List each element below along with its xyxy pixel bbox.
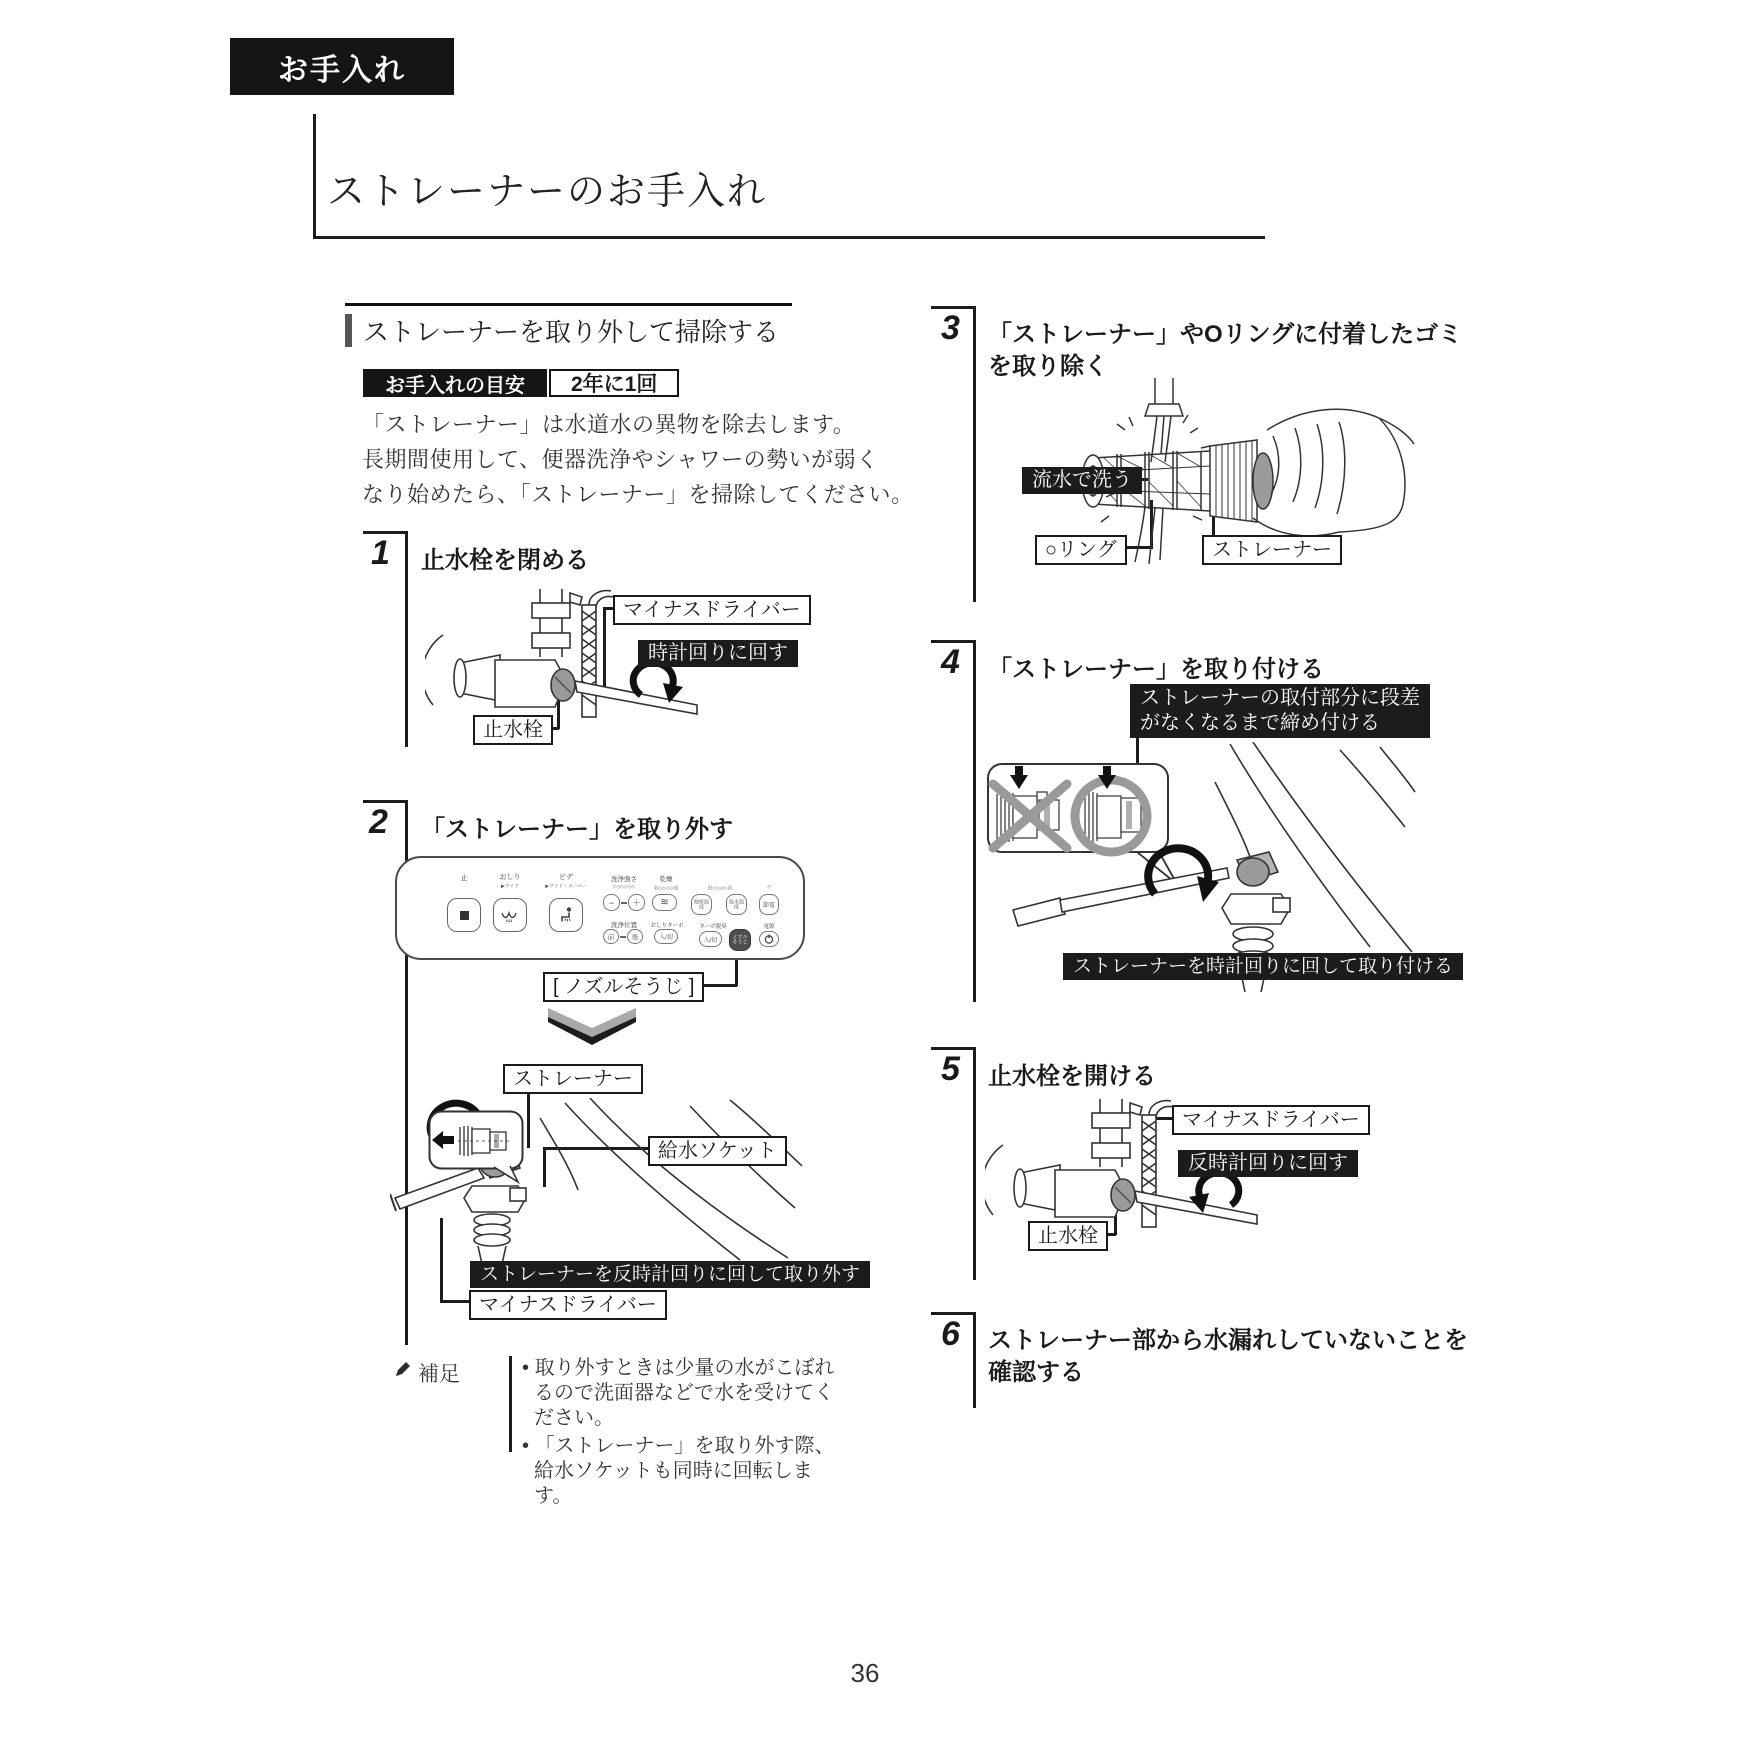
remote-control-illustration: [395, 856, 805, 960]
intro-text-line: 「ストレーナー」は水道水の異物を除去します。: [362, 412, 856, 437]
page-number: 36: [850, 1658, 880, 1688]
step-number: 6: [941, 1315, 960, 1353]
banner-line: ストレーナーの取付部分に段差: [1140, 687, 1420, 709]
stop-square-icon: [460, 911, 469, 920]
step-number: 5: [941, 1050, 960, 1088]
bidet-person-icon: [556, 905, 576, 925]
maintenance-guideline-badge: お手入れの目安: [363, 369, 547, 397]
dryer-label: 乾燥: [659, 876, 673, 883]
step-number: 1: [371, 534, 390, 572]
flathead-screwdriver-label: マイナスドライバー: [1172, 1105, 1370, 1135]
step-title: 「ストレーナー」を取り付ける: [988, 656, 1324, 683]
step-title: 確認する: [988, 1359, 1084, 1386]
maintenance-interval: 2年に1回: [549, 369, 679, 397]
toilet-body-curves: [540, 1098, 802, 1260]
stop-valve-label: 止水栓: [1028, 1221, 1108, 1251]
flathead-screwdriver-label: マイナスドライバー: [613, 595, 811, 625]
step-title: 止水栓を閉める: [421, 547, 589, 574]
bidet-button-label: ビデ: [559, 874, 573, 881]
power-icon: [764, 934, 774, 944]
step-rule: [973, 1047, 976, 1280]
note-item: • 取り外すときは少量の水がこぼれるので洗面器などで水を受けてください。: [522, 1356, 836, 1431]
leader-line: [440, 1300, 469, 1303]
note-item: • 「ストレーナー」を取り外す際、給水ソケットも同時に回転します。: [522, 1434, 836, 1509]
position-back-button: 後: [627, 929, 643, 944]
dryer-button: ≋: [652, 894, 677, 911]
oshiri-turbo-button: 入/切: [654, 929, 678, 944]
step-number: 3: [941, 309, 960, 347]
step-rule: [973, 306, 976, 602]
turbo-deodorizer-button: 入/切: [699, 931, 722, 947]
turbo-deodorizer-label: ターボ脱臭: [699, 924, 727, 930]
nozzle-clean-button: [729, 929, 751, 951]
intro-text-line: なり始めたら、「ストレーナー」を掃除してください。: [362, 482, 914, 507]
nozzle-clean-callout-label: [ ノズルそうじ ]: [543, 972, 704, 1002]
step-title: 止水栓を開ける: [988, 1063, 1156, 1090]
turn-clockwise-label: 時計回りに回す: [638, 640, 798, 667]
step-title: ストレーナー部から水漏れしていないことを: [988, 1327, 1468, 1354]
screwdriver: [1013, 868, 1229, 926]
oshiri-turbo-label: おしりターボ: [650, 923, 684, 929]
seat-temp-text: 便座温度: [693, 899, 710, 910]
dash: [621, 902, 627, 904]
step-number: 4: [941, 643, 960, 681]
page-title: ストレーナーのお手入れ: [327, 171, 768, 213]
stop-valve-label: 止水栓: [473, 715, 553, 745]
title-left-rule: [313, 114, 316, 238]
section-heading-text: ストレーナーを取り外して掃除する: [363, 317, 780, 347]
clockwise-arrow-icon: [1148, 848, 1219, 902]
faucet: [1145, 378, 1183, 416]
step-rule: [973, 1312, 976, 1408]
o-ring-label: ○リング: [1035, 535, 1127, 565]
pencil-icon: [394, 1360, 412, 1378]
wash-position-label: 洗浄位置: [611, 922, 637, 929]
energy-save-dot: ◇: [767, 884, 771, 890]
dash: [620, 936, 626, 938]
note-label: 補足: [418, 1363, 460, 1386]
turn-counterclockwise-label: 反時計回りに回す: [1178, 1150, 1358, 1177]
valve-body: [1014, 1165, 1135, 1217]
hand: [1253, 409, 1414, 536]
nozzle-clean-text: ノズルそうじ: [732, 934, 748, 946]
strainer-part-callout: [428, 1110, 526, 1184]
intro-text-line: 長期間使用して、便器洗浄やシャワーの勢いが弱く: [362, 447, 879, 472]
title-underline: [313, 236, 1265, 239]
energy-save-button: 節電: [759, 894, 779, 915]
dryer-indicator-dots: 弱◇◇◇◇強: [653, 886, 679, 892]
oshiri-button: [493, 898, 527, 932]
wall-curve: [425, 635, 443, 705]
step-title: を取り除く: [988, 353, 1108, 380]
position-front-button: 前: [603, 929, 619, 944]
banner-line: がなくなるまで締め付ける: [1140, 712, 1380, 734]
rinse-under-water-label: 流水で洗う: [1022, 467, 1142, 494]
section-heading: [345, 303, 792, 349]
wash-strength-label: 洗浄強さ: [611, 876, 637, 883]
wall-curve: [985, 1145, 1003, 1215]
spray-icon: [499, 906, 521, 924]
water-supply-socket-label: 給水ソケット: [648, 1136, 787, 1166]
supply-pipe: [532, 589, 570, 657]
turn-counterclockwise-banner: ストレーナーを反時計回りに回して取り外す: [470, 1261, 870, 1288]
heading-accent-bar: [345, 314, 352, 347]
knurled-nut: [1210, 440, 1273, 522]
oshiri-button-label: おしり: [499, 874, 521, 881]
water-temp-button: [726, 894, 747, 915]
down-chevron-icon: [548, 1008, 636, 1046]
strength-indicator-dots: ◇◇◇◇◇◇: [612, 884, 636, 890]
strainer-label: ストレーナー: [1202, 535, 1342, 565]
step-title: 「ストレーナー」やOリングに付着したゴミ: [988, 321, 1463, 348]
tighten-until-flush-banner: [1130, 684, 1430, 738]
strength-minus-button: −: [603, 894, 620, 911]
step-rule: [405, 531, 408, 747]
temperature-indicator-dots: 低◇◇◇◇高: [707, 886, 733, 892]
turn-clockwise-install-banner: ストレーナーを時計回りに回して取り付ける: [1063, 953, 1463, 980]
oshiri-wide-sublabel: ▶ワイド: [501, 884, 519, 890]
flathead-screwdriver-label: マイナスドライバー: [469, 1290, 667, 1320]
note-divider: [509, 1356, 512, 1452]
bidet-button: [549, 898, 583, 932]
note-list: [522, 1356, 836, 1512]
valve-body: [454, 655, 575, 707]
supply-pipe: [1092, 1099, 1130, 1167]
step-rule: [973, 640, 976, 1002]
stop-button: [447, 898, 481, 932]
strainer-label: ストレーナー: [503, 1064, 643, 1094]
step-number: 2: [369, 803, 388, 841]
power-button: [759, 931, 779, 947]
section-tab-badge: お手入れ: [230, 38, 454, 95]
strength-plus-button: ＋: [628, 894, 645, 911]
water-temp-text: 温水温度: [728, 899, 745, 910]
bidet-wide-sublabel: ▶ワイド・スーパー: [545, 884, 587, 890]
stop-button-label: 止: [460, 875, 468, 882]
step-title: 「ストレーナー」を取り外す: [421, 816, 733, 843]
seat-temp-button: [691, 894, 712, 915]
power-label: 電源: [763, 924, 775, 930]
